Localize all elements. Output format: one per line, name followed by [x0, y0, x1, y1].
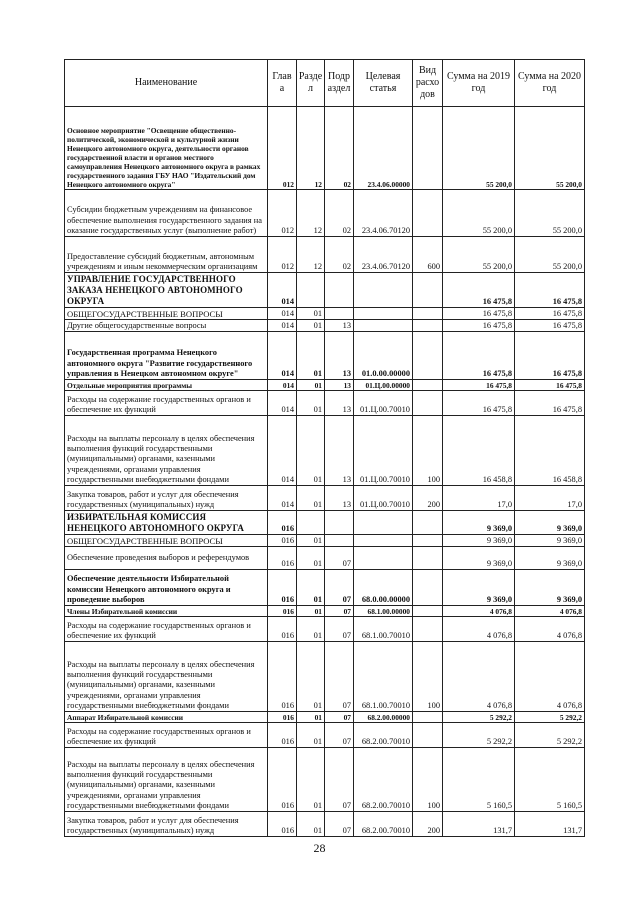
row-name: Закупка товаров, работ и услуг для обеспечения государственных (муниципальных) нужд	[65, 486, 268, 511]
row-type: 100	[413, 748, 443, 812]
row-sum-2019: 9 369,0	[443, 535, 515, 547]
row-subsection: 07	[325, 617, 354, 642]
table-row	[65, 308, 585, 320]
row-sum-2019: 16 475,8	[443, 320, 515, 332]
row-sum-2019: 4 076,8	[443, 642, 515, 712]
row-chapter: 016	[268, 723, 297, 748]
row-subsection: 07	[325, 723, 354, 748]
row-name: УПРАВЛЕНИЕ ГОСУДАРСТВЕННОГО ЗАКАЗА НЕНЕЦКОГО АВТОНОМНОГО ОКРУГА	[65, 273, 268, 308]
table-row	[65, 273, 585, 308]
row-name: Расходы на содержание государственных органов и обеспечение их функций	[65, 723, 268, 748]
row-type	[413, 617, 443, 642]
row-target: 68.2.00.00000	[354, 712, 413, 723]
row-subsection	[325, 308, 354, 320]
row-type	[413, 273, 443, 308]
row-subsection: 07	[325, 642, 354, 712]
header-name: Наименование	[65, 60, 268, 107]
row-chapter: 016	[268, 642, 297, 712]
table-row	[65, 416, 585, 486]
row-target: 01.Ц.00.70010	[354, 416, 413, 486]
row-sum-2020: 16 475,8	[515, 332, 585, 380]
row-sum-2019: 4 076,8	[443, 617, 515, 642]
row-target: 68.1.00.70010	[354, 617, 413, 642]
row-sum-2020: 16 475,8	[515, 273, 585, 308]
row-name: Расходы на содержание государственных органов и обеспечение их функций	[65, 391, 268, 416]
table-row	[65, 332, 585, 380]
row-type: 600	[413, 237, 443, 273]
table-row	[65, 511, 585, 535]
row-section: 01	[297, 642, 325, 712]
row-sum-2020: 5 292,2	[515, 723, 585, 748]
header-chapter: Глав а	[268, 60, 297, 107]
header-type: Вид расхо дов	[413, 60, 443, 107]
row-sum-2020: 5 292,2	[515, 712, 585, 723]
row-subsection: 13	[325, 416, 354, 486]
row-section	[297, 511, 325, 535]
row-section: 01	[297, 416, 325, 486]
row-section: 01	[297, 748, 325, 812]
row-sum-2019: 5 292,2	[443, 723, 515, 748]
row-chapter: 012	[268, 190, 297, 237]
row-sum-2020: 4 076,8	[515, 617, 585, 642]
row-chapter: 014	[268, 320, 297, 332]
row-subsection: 13	[325, 486, 354, 511]
row-section: 01	[297, 308, 325, 320]
row-target: 01.Ц.00.70010	[354, 391, 413, 416]
row-sum-2019: 16 475,8	[443, 308, 515, 320]
row-subsection: 07	[325, 812, 354, 837]
table-row	[65, 486, 585, 511]
row-section: 01	[297, 486, 325, 511]
row-type	[413, 535, 443, 547]
row-subsection: 13	[325, 332, 354, 380]
row-section: 12	[297, 107, 325, 190]
table-row	[65, 748, 585, 812]
row-subsection: 02	[325, 237, 354, 273]
row-target: 68.2.00.70010	[354, 723, 413, 748]
table-row	[65, 237, 585, 273]
row-section: 01	[297, 535, 325, 547]
table-row	[65, 320, 585, 332]
row-subsection: 02	[325, 107, 354, 190]
row-target: 23.4.06.00000	[354, 107, 413, 190]
table-row	[65, 723, 585, 748]
row-target	[354, 320, 413, 332]
row-sum-2019: 55 200,0	[443, 190, 515, 237]
row-name: Основное мероприятие "Освещение общественно-политической, экономической и культурной жизни Ненецкого автономного округа, деятельности органов государственной власти и органов местного самоуправления Ненецкого автономного округа в рамках государственного задания ГБУ НАО "Издательский дом Ненецкого автономного округа"	[65, 107, 268, 190]
row-chapter: 014	[268, 273, 297, 308]
row-section: 12	[297, 190, 325, 237]
row-sum-2019: 55 200,0	[443, 237, 515, 273]
row-target	[354, 511, 413, 535]
row-sum-2020: 131,7	[515, 812, 585, 837]
row-subsection	[325, 511, 354, 535]
row-type	[413, 723, 443, 748]
row-sum-2020: 16 475,8	[515, 320, 585, 332]
row-target	[354, 273, 413, 308]
table-row	[65, 570, 585, 606]
row-type: 100	[413, 416, 443, 486]
row-sum-2019: 9 369,0	[443, 570, 515, 606]
row-name: ИЗБИРАТЕЛЬНАЯ КОМИССИЯ НЕНЕЦКОГО АВТОНОМНОГО ОКРУГА	[65, 511, 268, 535]
row-sum-2019: 4 076,8	[443, 606, 515, 617]
row-sum-2019: 16 475,8	[443, 391, 515, 416]
row-target: 68.2.00.70010	[354, 812, 413, 837]
header-subsection: Подр аздел	[325, 60, 354, 107]
row-subsection: 07	[325, 748, 354, 812]
row-chapter: 012	[268, 107, 297, 190]
row-name: Закупка товаров, работ и услуг для обеспечения государственных (муниципальных) нужд	[65, 812, 268, 837]
row-target: 68.0.00.00000	[354, 570, 413, 606]
row-name: Члены Избирательной комиссии	[65, 606, 268, 617]
row-name: Другие общегосударственные вопросы	[65, 320, 268, 332]
table-row	[65, 535, 585, 547]
row-type	[413, 190, 443, 237]
row-chapter: 016	[268, 606, 297, 617]
row-target: 68.1.00.70010	[354, 642, 413, 712]
row-chapter: 016	[268, 535, 297, 547]
row-subsection: 07	[325, 606, 354, 617]
row-name: Субсидии бюджетным учреждениям на финансовое обеспечение выполнения государственного задания на оказание государственных услуг (выполнение работ)	[65, 190, 268, 237]
row-target: 68.1.00.00000	[354, 606, 413, 617]
row-sum-2019: 5 292,2	[443, 712, 515, 723]
row-sum-2020: 4 076,8	[515, 642, 585, 712]
row-type	[413, 606, 443, 617]
row-sum-2020: 4 076,8	[515, 606, 585, 617]
row-sum-2020: 17,0	[515, 486, 585, 511]
row-sum-2019: 5 160,5	[443, 748, 515, 812]
row-subsection: 13	[325, 380, 354, 391]
row-target	[354, 535, 413, 547]
row-chapter: 014	[268, 416, 297, 486]
row-sum-2020: 9 369,0	[515, 535, 585, 547]
row-chapter: 012	[268, 237, 297, 273]
row-subsection: 07	[325, 570, 354, 606]
row-sum-2019: 16 475,8	[443, 332, 515, 380]
row-name: Отдельные мероприятия программы	[65, 380, 268, 391]
header-section: Разде л	[297, 60, 325, 107]
row-section: 01	[297, 391, 325, 416]
table-row	[65, 617, 585, 642]
row-section: 01	[297, 547, 325, 570]
row-target: 23.4.06.70120	[354, 237, 413, 273]
table-row	[65, 712, 585, 723]
row-type: 200	[413, 486, 443, 511]
row-chapter: 016	[268, 812, 297, 837]
table-row	[65, 190, 585, 237]
row-target: 68.2.00.70010	[354, 748, 413, 812]
row-subsection: 13	[325, 320, 354, 332]
row-sum-2019: 55 200,0	[443, 107, 515, 190]
row-type	[413, 712, 443, 723]
row-type	[413, 380, 443, 391]
row-subsection	[325, 535, 354, 547]
row-subsection: 02	[325, 190, 354, 237]
row-type: 200	[413, 812, 443, 837]
page-number: 28	[313, 841, 326, 855]
row-name: ОБЩЕГОСУДАРСТВЕННЫЕ ВОПРОСЫ	[65, 535, 268, 547]
row-subsection: 07	[325, 712, 354, 723]
row-sum-2019: 16 475,8	[443, 380, 515, 391]
row-subsection: 13	[325, 391, 354, 416]
budget-table	[64, 59, 585, 837]
row-name: Расходы на выплаты персоналу в целях обеспечения выполнения функций государственными (муниципальными) органами, казенными учреждениями, органами управления государственными внебюджетными фондами	[65, 748, 268, 812]
row-chapter: 014	[268, 486, 297, 511]
row-sum-2020: 55 200,0	[515, 190, 585, 237]
row-sum-2019: 9 369,0	[443, 511, 515, 535]
row-name: Расходы на выплаты персоналу в целях обеспечения выполнения функций государственными (муниципальными) органами, казенными учреждениями, органами управления государственными внебюджетными фондами	[65, 416, 268, 486]
row-section: 01	[297, 606, 325, 617]
row-sum-2020: 5 160,5	[515, 748, 585, 812]
row-type	[413, 570, 443, 606]
table-row	[65, 380, 585, 391]
row-chapter: 016	[268, 748, 297, 812]
row-chapter: 016	[268, 547, 297, 570]
row-section: 01	[297, 380, 325, 391]
row-chapter: 014	[268, 332, 297, 380]
row-sum-2020: 16 475,8	[515, 391, 585, 416]
row-chapter: 014	[268, 380, 297, 391]
row-chapter: 014	[268, 308, 297, 320]
row-sum-2019: 131,7	[443, 812, 515, 837]
row-chapter: 014	[268, 391, 297, 416]
row-target	[354, 308, 413, 320]
row-section: 01	[297, 332, 325, 380]
row-name: Расходы на выплаты персоналу в целях обеспечения выполнения функций государственными (муниципальными) органами, казенными учреждениями, органами управления государственными внебюджетными фондами	[65, 642, 268, 712]
row-sum-2020: 55 200,0	[515, 107, 585, 190]
row-type	[413, 107, 443, 190]
row-sum-2019: 9 369,0	[443, 547, 515, 570]
row-name: Предоставление субсидий бюджетным, автономным учреждениям и иным некоммерческим организациям	[65, 237, 268, 273]
row-sum-2020: 55 200,0	[515, 237, 585, 273]
row-target: 01.Ц.00.00000	[354, 380, 413, 391]
row-sum-2019: 17,0	[443, 486, 515, 511]
table-row	[65, 547, 585, 570]
table-header-row	[65, 60, 585, 107]
row-type	[413, 332, 443, 380]
table-row	[65, 606, 585, 617]
row-type	[413, 511, 443, 535]
row-type	[413, 391, 443, 416]
row-name: Обеспечение деятельности Избирательной комиссии Ненецкого автономного округа и проведение выборов	[65, 570, 268, 606]
row-name: Аппарат Избирательной комиссии	[65, 712, 268, 723]
row-chapter: 016	[268, 511, 297, 535]
row-sum-2020: 16 458,8	[515, 416, 585, 486]
table-row	[65, 107, 585, 190]
row-section: 01	[297, 812, 325, 837]
row-sum-2020: 16 475,8	[515, 380, 585, 391]
row-target: 01.Ц.00.70010	[354, 486, 413, 511]
row-type	[413, 320, 443, 332]
row-target	[354, 547, 413, 570]
row-subsection	[325, 273, 354, 308]
row-chapter: 016	[268, 570, 297, 606]
table-row	[65, 812, 585, 837]
row-type	[413, 547, 443, 570]
row-section: 01	[297, 320, 325, 332]
row-section: 01	[297, 723, 325, 748]
row-section: 12	[297, 237, 325, 273]
row-section: 01	[297, 617, 325, 642]
row-target: 23.4.06.70120	[354, 190, 413, 237]
row-sum-2019: 16 458,8	[443, 416, 515, 486]
row-target: 01.0.00.00000	[354, 332, 413, 380]
row-section: 01	[297, 712, 325, 723]
header-target: Целевая статья	[354, 60, 413, 107]
row-type	[413, 308, 443, 320]
row-chapter: 016	[268, 617, 297, 642]
row-section: 01	[297, 570, 325, 606]
row-subsection: 07	[325, 547, 354, 570]
table-row	[65, 642, 585, 712]
row-sum-2019: 16 475,8	[443, 273, 515, 308]
table-row	[65, 391, 585, 416]
row-sum-2020: 9 369,0	[515, 570, 585, 606]
row-type: 100	[413, 642, 443, 712]
row-name: Государственная программа Ненецкого автономного округа "Развитие государственного управления в Ненецком автономном округе"	[65, 332, 268, 380]
header-sum-2019: Сумма на 2019 год	[443, 60, 515, 107]
row-name: Расходы на содержание государственных органов и обеспечение их функций	[65, 617, 268, 642]
row-section	[297, 273, 325, 308]
row-sum-2020: 16 475,8	[515, 308, 585, 320]
row-name: Обеспечение проведения выборов и референдумов	[65, 547, 268, 570]
row-chapter: 016	[268, 712, 297, 723]
row-sum-2020: 9 369,0	[515, 547, 585, 570]
row-sum-2020: 9 369,0	[515, 511, 585, 535]
header-sum-2020: Сумма на 2020 год	[515, 60, 585, 107]
row-name: ОБЩЕГОСУДАРСТВЕННЫЕ ВОПРОСЫ	[65, 308, 268, 320]
